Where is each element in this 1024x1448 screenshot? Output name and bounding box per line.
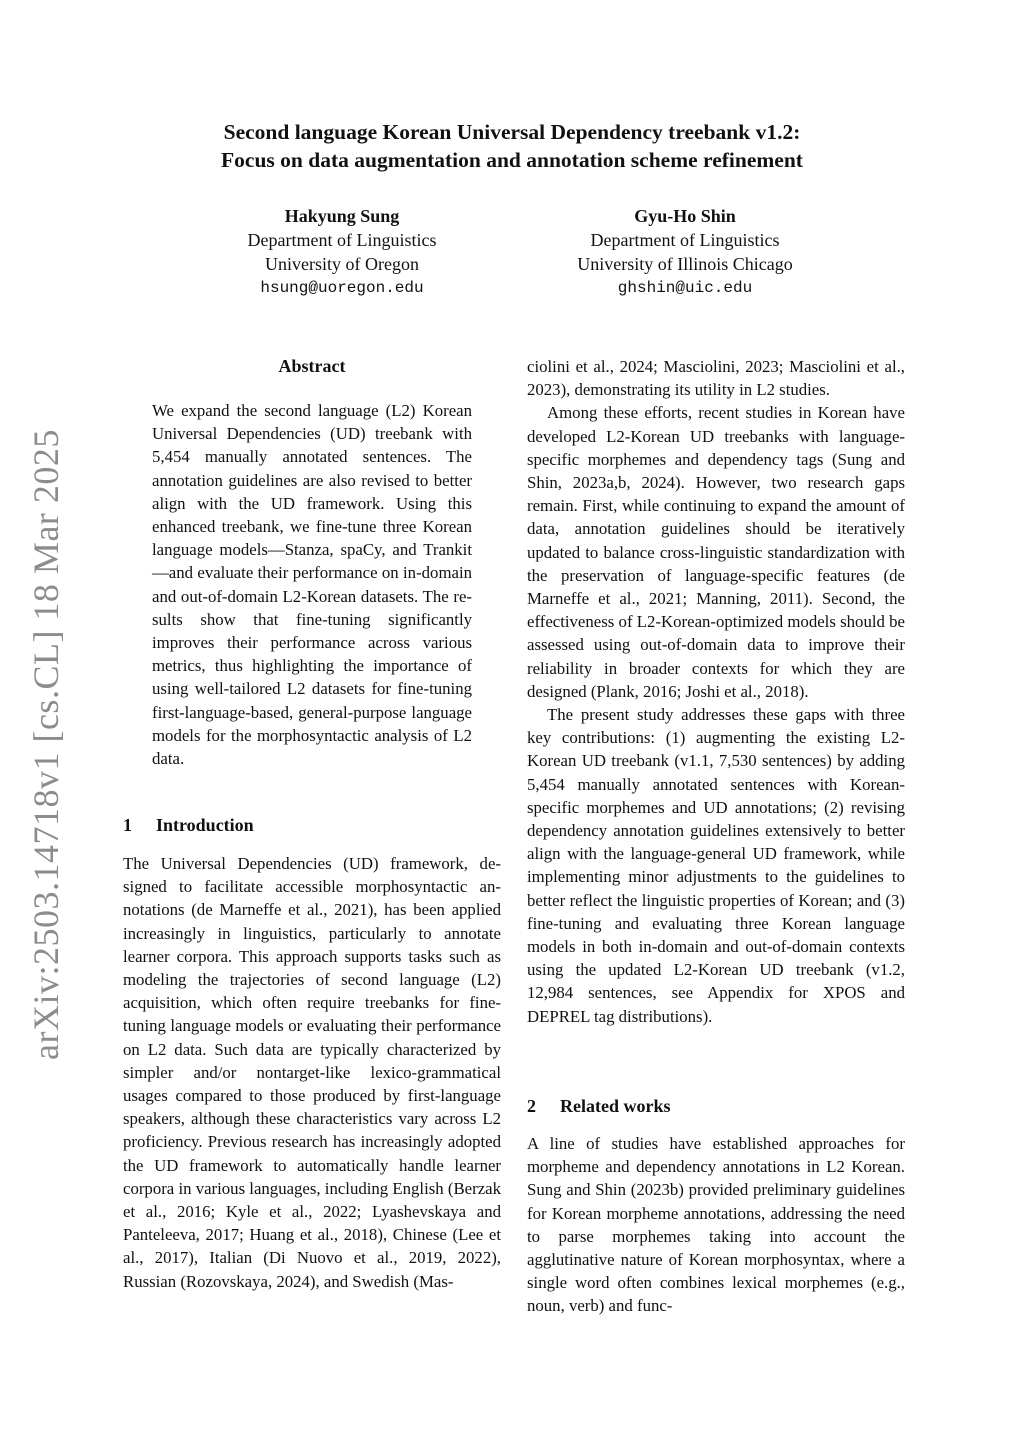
author-affiliation: University of Oregon [265,254,419,274]
intro-paragraph-1-cont: ciolini et al., 2024; Masciolini, 2023; Masciolini et al., 2023), demonstrating its utility in L2 studies. [527,357,905,400]
section-number: 2 [527,1096,536,1116]
title-line-1: Second language Korean Universal Dependency treebank v1.2: [223,120,801,144]
related-paragraph-1: A line of studies have established approaches for morpheme and dependency annotations in L2 Korean. Sung and Shin (2023b) provided preliminary guidelines for Korean morpheme annotations, addressing the need to parse morphemes taking into account the agglutinative nature of Korean morphosyntax, where a single word often combines lexical morphemes (e.g., noun, verb) and func- [527,1134,905,1316]
author-department: Department of Linguistics [590,230,780,250]
paper-title [0,118,1024,174]
intro-column-right [527,355,905,1028]
section-title: Related works [560,1096,671,1116]
author-name: Gyu-Ho Shin [634,206,736,226]
author-department: Department of Linguistics [247,230,437,250]
intro-paragraph-3: The present study addresses these gaps with three key contributions: (1) augmenting the existing L2-Korean UD treebank (v1.1, 7,530 sentences) by adding 5,454 manually annotated sentences with Korean-specific morphemes and UD annotations; (2) revising dependency annotation guidelines extensively to better align with the language-general UD framework, while implementing minor adjustments to the guidelines to better reflect the linguistic properties of Korean; and (3) fine-tuning and evaluating three Korean language models in both in-domain and out-of-domain contexts using the updated L2-Korean UD treebank (v1.2, 12,984 sentences, see Appendix for XPOS and DEPREL tag distributions). [527,705,905,1026]
title-line-2: Focus on data augmentation and annotation scheme refinement [221,148,803,172]
author-email: ghshin@uic.edu [617,279,753,297]
intro-paragraph-1: The Universal Dependencies (UD) framework, designed to facilitate accessible morphosyntactic annotations (de Marneffe et al., 2021), has been applied increasingly in linguistics, particularly to annotate learner corpora. This approach supports tasks such as modeling the trajectories of second language (L2) acquisition, which often require treebanks for fine-tuning language models or evaluating their performance on L2 data. Such data are typically characterized by simpler and/or nontarget-like lexico-grammatical usages compared to those produced by first-language speakers, although these characteristics vary across L2 proficiency. Previous research has increasingly adopted the UD framework to automatically handle learner corpora in various languages, including English (Berzak et al., 2016; Kyle et al., 2022; Lyashevskaya and Panteleeva, 2017; Huang et al., 2018), Chinese (Lee et al., 2017), Italian (Di Nuovo et al., 2019, 2022), Russian (Rozovskaya, 2024), and Swedish (Mas- [123,854,501,1291]
related-works-column [527,1132,905,1318]
author-email: hsung@uoregon.edu [260,279,424,297]
intro-paragraph-2: Among these efforts, recent studies in Korean have developed L2-Korean UD treebanks with language-specific morphemes and dependency tags (Sung and Shin, 2023a,b, 2024). However, two research gaps remain. First, while continuing to expand the amount of data, annotation guidelines should be iteratively updated to balance cross-linguistic standardization with the preservation of language-specific features (de Marneffe et al., 2021; Manning, 2011). Second, the effectiveness of L2-Korean-optimized models should be assessed using out-of-domain data to improve their reliability in broader contexts for which they are designed (Plank, 2016; Joshi et al., 2018). [527,403,905,701]
section-title: Introduction [156,815,254,835]
intro-column-left [123,852,501,1293]
section-number: 1 [123,815,132,835]
section-heading-related-works [527,1096,671,1117]
section-heading-introduction [123,815,254,836]
abstract-heading: Abstract [278,356,346,376]
author-block-2 [525,204,845,300]
abstract-text: We expand the second language (L2) Korean Universal Dependencies (UD) treebank with 5,454 manually annotated sentences. The annotation guidelines are also revised to better align with the UD framework. Using this enhanced treebank, we fine-tune three Korean language models—Stanza, spaCy, and Trankit—and evaluate their performance on in-domain and out-of-domain L2-Korean datasets. The results show that fine-tuning significantly improves their performance across various metrics, thus highlighting the importance of using well-tailored L2 datasets for fine-tuning first-language-based, general-purpose language models for the morphosyntactic analysis of L2 data. [152,401,472,769]
arxiv-identifier: arXiv:2503.14718v1 [cs.CL] 18 Mar 2025 [26,429,66,1060]
author-block-1 [182,204,502,300]
author-affiliation: University of Illinois Chicago [577,254,793,274]
abstract-body [152,399,472,770]
author-name: Hakyung Sung [284,206,400,226]
